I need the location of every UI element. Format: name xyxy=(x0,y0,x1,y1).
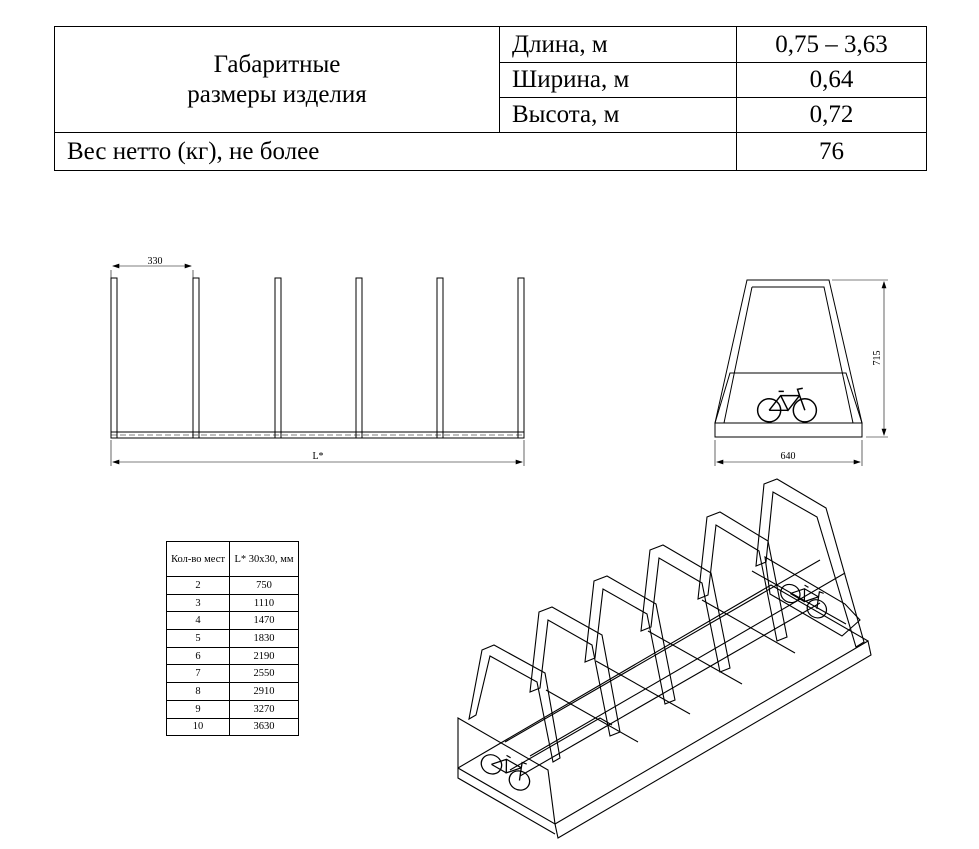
table-row xyxy=(167,630,299,648)
dim-spacing-label: 330 xyxy=(147,256,163,267)
iso-frames xyxy=(469,479,864,762)
front-view-dims xyxy=(111,264,524,466)
bike-icon xyxy=(758,388,817,422)
spec-param-width: Ширина, м xyxy=(500,63,737,98)
places-cell: 5 xyxy=(167,630,230,648)
front-view-base xyxy=(111,432,524,438)
dim-length-label: L* xyxy=(312,451,324,462)
table-row xyxy=(167,647,299,665)
spec-value-height: 0,72 xyxy=(737,98,927,133)
count-table-header-length: L* 30х30, мм xyxy=(230,542,299,577)
length-cell: 750 xyxy=(230,577,299,595)
dim-height-label: 715 xyxy=(872,350,883,366)
places-cell: 2 xyxy=(167,577,230,595)
side-view xyxy=(715,280,888,466)
dimensions-caption: Габаритные размеры изделия xyxy=(55,27,500,133)
front-view-posts xyxy=(111,278,524,438)
dim-width-label: 640 xyxy=(780,451,796,462)
places-cell: 7 xyxy=(167,665,230,683)
spec-value-length: 0,75 – 3,63 xyxy=(737,27,927,63)
length-cell: 3270 xyxy=(230,700,299,718)
length-cell: 2190 xyxy=(230,647,299,665)
table-row xyxy=(167,577,299,595)
spec-param-weight: Вес нетто (кг), не более xyxy=(55,133,737,171)
length-cell: 3630 xyxy=(230,718,299,736)
table-row xyxy=(167,594,299,612)
length-cell: 2550 xyxy=(230,665,299,683)
places-cell: 6 xyxy=(167,647,230,665)
spec-param-height: Высота, м xyxy=(500,98,737,133)
table-row xyxy=(167,612,299,630)
places-cell: 3 xyxy=(167,594,230,612)
length-cell: 1830 xyxy=(230,630,299,648)
length-cell: 1110 xyxy=(230,594,299,612)
places-cell: 4 xyxy=(167,612,230,630)
count-table-header-places: Кол-во мест xyxy=(167,542,230,577)
table-row xyxy=(167,700,299,718)
count-table xyxy=(166,541,299,736)
front-view xyxy=(111,264,524,466)
length-cell: 2910 xyxy=(230,683,299,701)
places-cell: 10 xyxy=(167,718,230,736)
places-cell: 8 xyxy=(167,683,230,701)
spec-value-width: 0,64 xyxy=(737,63,927,98)
spec-value-weight: 76 xyxy=(737,133,927,171)
side-view-panel xyxy=(715,373,862,423)
table-row xyxy=(167,683,299,701)
table-row xyxy=(167,718,299,736)
isometric-view xyxy=(458,479,871,838)
side-view-frame-inner xyxy=(724,287,853,423)
length-cell: 1470 xyxy=(230,612,299,630)
table-row xyxy=(167,665,299,683)
places-cell: 9 xyxy=(167,700,230,718)
spec-param-length: Длина, м xyxy=(500,27,737,63)
